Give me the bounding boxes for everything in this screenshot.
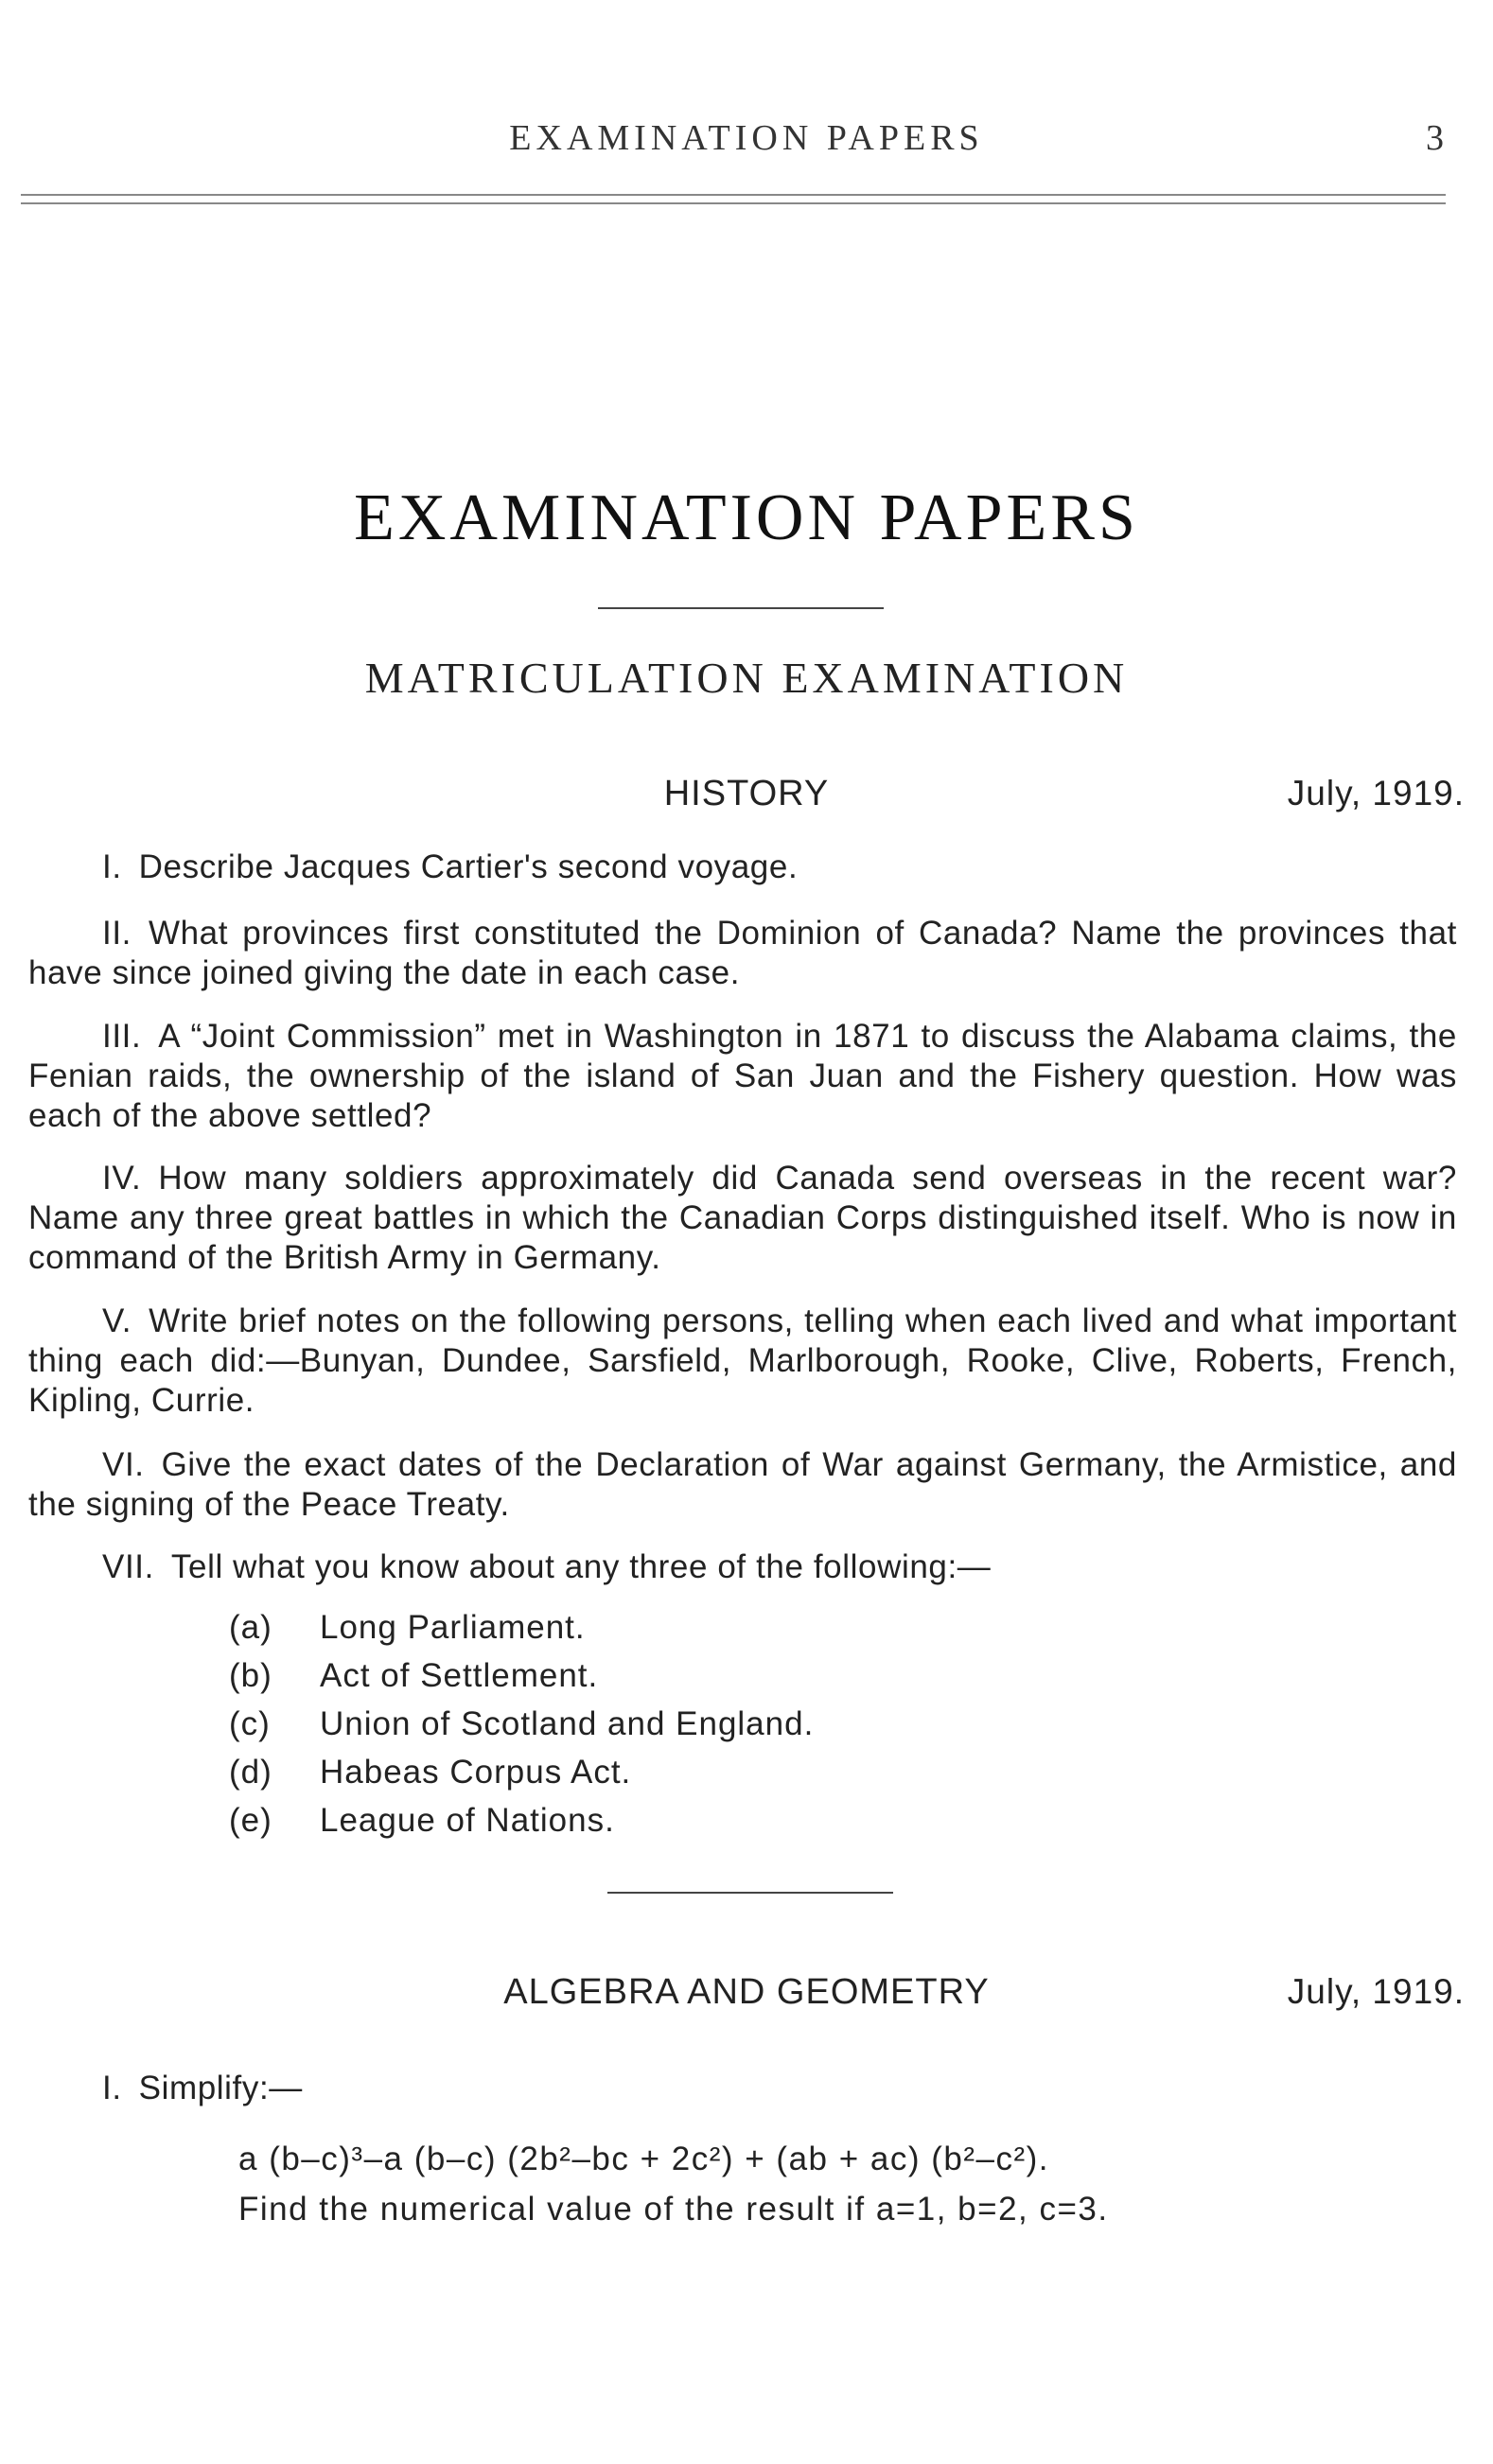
history-question-7	[28, 1547, 1457, 1587]
question-text: A “Joint Commission” met in Washington in 1871 to discuss the Alabama claims, the Fenian raids, the ownership of the island of San Juan and the Fishery question. How was each of the above settled?	[28, 1018, 1457, 1134]
history-heading: HISTORY	[663, 774, 830, 813]
question-text: Write brief notes on the following persons, telling when each lived and what important thing each did:—Bunyan, Dundee, Sarsfield, Marlborough, Rooke, Clive, Roberts, French, Kipling, Currie.	[28, 1302, 1457, 1419]
sub-item-b	[229, 1656, 598, 1696]
page-number: 3	[1426, 118, 1444, 158]
sub-item-letter: (a)	[229, 1609, 272, 1646]
header-rule-bottom	[21, 202, 1446, 204]
sub-item-letter: (b)	[229, 1657, 272, 1694]
question-text: Describe Jacques Cartier's second voyage.	[138, 848, 799, 885]
sub-item-letter: (c)	[229, 1705, 271, 1742]
sub-item-letter: (e)	[229, 1802, 272, 1839]
algebra-expression: a (b–c)³–a (b–c) (2b²–bc + 2c²) + (ab + ac) (b²–c²).	[238, 2141, 1050, 2177]
running-title: EXAMINATION PAPERS	[509, 118, 984, 158]
sub-item-c	[229, 1704, 814, 1744]
algebra-heading: ALGEBRA AND GEOMETRY	[503, 1972, 990, 2012]
question-text: What provinces first constituted the Dominion of Canada? Name the provinces that have since joined giving the date in each case.	[28, 915, 1457, 991]
history-question-3	[28, 1017, 1457, 1136]
history-question-2	[28, 914, 1457, 993]
sub-item-text: League of Nations.	[320, 1802, 615, 1839]
question-text: Give the exact dates of the Declaration of War against Germany, the Armistice, and the signing of the Peace Treaty.	[28, 1446, 1457, 1523]
algebra-find-value: Find the numerical value of the result if a=1, b=2, c=3.	[238, 2191, 1109, 2228]
question-text: How many soldiers approximately did Canada send overseas in the recent war? Name any three great battles in which the Canadian Corps distinguished itself. Who is now in command of the British Army in Germany.	[28, 1160, 1457, 1276]
exam-subtitle: MATRICULATION EXAMINATION	[364, 654, 1129, 702]
question-number: III.	[102, 1018, 142, 1055]
question-number: V.	[102, 1302, 132, 1339]
sub-item-a	[229, 1608, 586, 1648]
sub-item-e	[229, 1801, 615, 1841]
algebra-question-1	[28, 2069, 1457, 2108]
sub-item-text: Habeas Corpus Act.	[320, 1754, 632, 1791]
question-text: Simplify:—	[138, 2070, 303, 2106]
page-title: EXAMINATION PAPERS	[354, 481, 1139, 554]
history-question-1	[28, 848, 1457, 887]
history-question-6	[28, 1445, 1457, 1525]
question-number: I.	[102, 2070, 122, 2106]
question-text: Tell what you know about any three of the following:—	[170, 1548, 992, 1585]
title-divider	[598, 607, 884, 609]
header-rule-top	[21, 194, 1446, 196]
section-divider	[607, 1892, 893, 1894]
question-number: IV.	[102, 1160, 142, 1197]
algebra-date: July, 1919.	[1287, 1972, 1465, 2011]
question-number: VII.	[102, 1548, 154, 1585]
sub-item-text: Union of Scotland and England.	[320, 1705, 815, 1742]
sub-item-text: Long Parliament.	[320, 1609, 586, 1646]
sub-item-d	[229, 1753, 631, 1792]
history-date: July, 1919.	[1287, 774, 1465, 813]
running-header	[0, 117, 1493, 158]
question-number: I.	[102, 848, 122, 885]
history-question-5	[28, 1302, 1457, 1421]
sub-item-letter: (d)	[229, 1754, 272, 1791]
history-question-4	[28, 1159, 1457, 1278]
sub-item-text: Act of Settlement.	[320, 1657, 599, 1694]
question-number: VI.	[102, 1446, 145, 1483]
question-number: II.	[102, 915, 132, 952]
